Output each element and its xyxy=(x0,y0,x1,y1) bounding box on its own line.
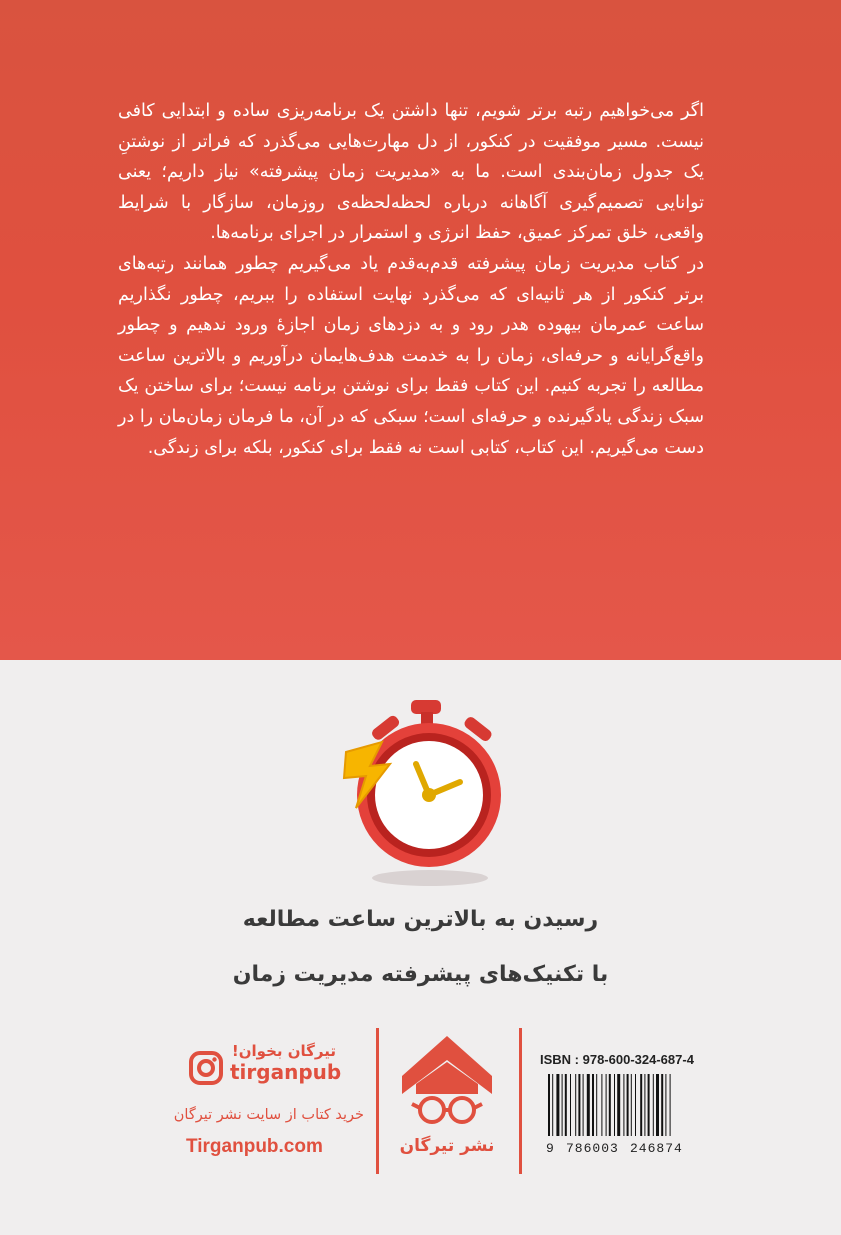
barcode-bar xyxy=(635,1074,636,1136)
publisher-logo xyxy=(392,1032,502,1162)
barcode-bar xyxy=(606,1074,607,1136)
barcode-bar xyxy=(670,1074,671,1136)
barcode-bar xyxy=(565,1074,567,1136)
isbn-label: ISBN : 978-600-324-687-4 xyxy=(540,1052,694,1067)
barcode-bar xyxy=(601,1074,602,1136)
alarm-clock-icon xyxy=(326,690,526,890)
barcode-bar xyxy=(640,1074,642,1136)
tagline-line-2: با تکنیک‌های پیشرفته مدیریت زمان xyxy=(232,962,609,987)
barcode-bar xyxy=(648,1074,650,1136)
barcode-bar xyxy=(609,1074,611,1136)
divider-right xyxy=(519,1028,522,1174)
barcode-bar xyxy=(562,1074,563,1136)
barcode-bar xyxy=(627,1074,629,1136)
barcode-bar xyxy=(592,1074,594,1136)
divider-left xyxy=(376,1028,379,1174)
barcode-group-2: 246874 xyxy=(630,1141,683,1156)
house-glasses-icon xyxy=(392,1032,502,1128)
barcode-bar xyxy=(631,1074,632,1136)
barcode-bar xyxy=(575,1074,576,1136)
barcode-bar xyxy=(656,1074,659,1136)
blurb-paragraph-1: اگر می‌خواهیم رتبه برتر شویم، تنها داشتن یک برنامه‌ریزی ساده و ابتدایی کافی نیست. مسیر موفقیت در کنکور، از دل مهارت‌هایی می‌گذرد که فراتر از نوشتنِ یک جدول زمان‌بندی است. ما به «مدیریت زمان پیشرفته» نیاز داریم؛ یعنی توانایی تصمیم‌گیری آگاهانه درباره لحظه‌لحظه‌ی روزمان، سازگار با شرایط واقعی، خلق تمرکز عمیق، حفظ انرژی و استمرار در اجرای برنامه‌ها. xyxy=(118,101,704,244)
instagram-handle: tirganpub xyxy=(230,1060,342,1084)
social-slogan: تیرگان بخوان! xyxy=(231,1042,336,1060)
barcode-bar xyxy=(552,1074,553,1136)
website-link: Tirganpub.com xyxy=(186,1136,323,1157)
barcode-bar xyxy=(614,1074,615,1136)
back-cover-blurb xyxy=(118,96,704,463)
barcode-bar xyxy=(665,1074,666,1136)
barcode-bar xyxy=(587,1074,590,1136)
buy-text: خرید کتاب از سایت نشر تیرگان xyxy=(173,1107,364,1123)
barcode-bar xyxy=(644,1074,645,1136)
publisher-logo-text: نشر تیرگان xyxy=(399,1136,495,1156)
barcode-bar xyxy=(661,1074,663,1136)
tagline-line-1: رسیدن به بالاترین ساعت مطالعه xyxy=(242,907,599,932)
instagram-icon xyxy=(188,1050,224,1086)
barcode-bar xyxy=(578,1074,580,1136)
isbn-barcode xyxy=(548,1074,700,1142)
barcode-bar xyxy=(570,1074,571,1136)
barcode-bar xyxy=(596,1074,597,1136)
blurb-paragraph-2: در کتاب مدیریت زمان پیشرفته قدم‌به‌قدم یاد می‌گیریم چطور همانند رتبه‌های برتر کنکور از هر ثانیه‌ای که می‌گذرد نهایت استفاده را ببریم، چطور نگذاریم ساعت عمرمان بیهوده هدر رود و به دزدهای زمان اجازهٔ ورود ندهیم و چطور واقع‌گرایانه و حرفه‌ای، زمان را به خدمت هدف‌هایمان درآوریم و بالاترین ساعت مطالعه را تجربه کنیم. این کتاب فقط برای نوشتن برنامه نیست؛ برای ساختن یک سبک زندگی یادگیرنده و حرفه‌ای است؛ سبکی که در آن، ما فرمان زمان‌مان را در دست می‌گیریم. این کتاب، کتابی است نه فقط برای کنکور، بلکه برای زندگی. xyxy=(118,253,704,458)
barcode-bar xyxy=(548,1074,550,1136)
barcode-lead-digit: 9 xyxy=(546,1141,554,1156)
barcode-bar xyxy=(556,1074,559,1136)
barcode-bar xyxy=(653,1074,654,1136)
barcode-bar xyxy=(623,1074,624,1136)
social-block xyxy=(230,1042,341,1084)
barcode-bar xyxy=(583,1074,584,1136)
barcode-group-1: 786003 xyxy=(566,1141,619,1156)
barcode-bar xyxy=(617,1074,620,1136)
